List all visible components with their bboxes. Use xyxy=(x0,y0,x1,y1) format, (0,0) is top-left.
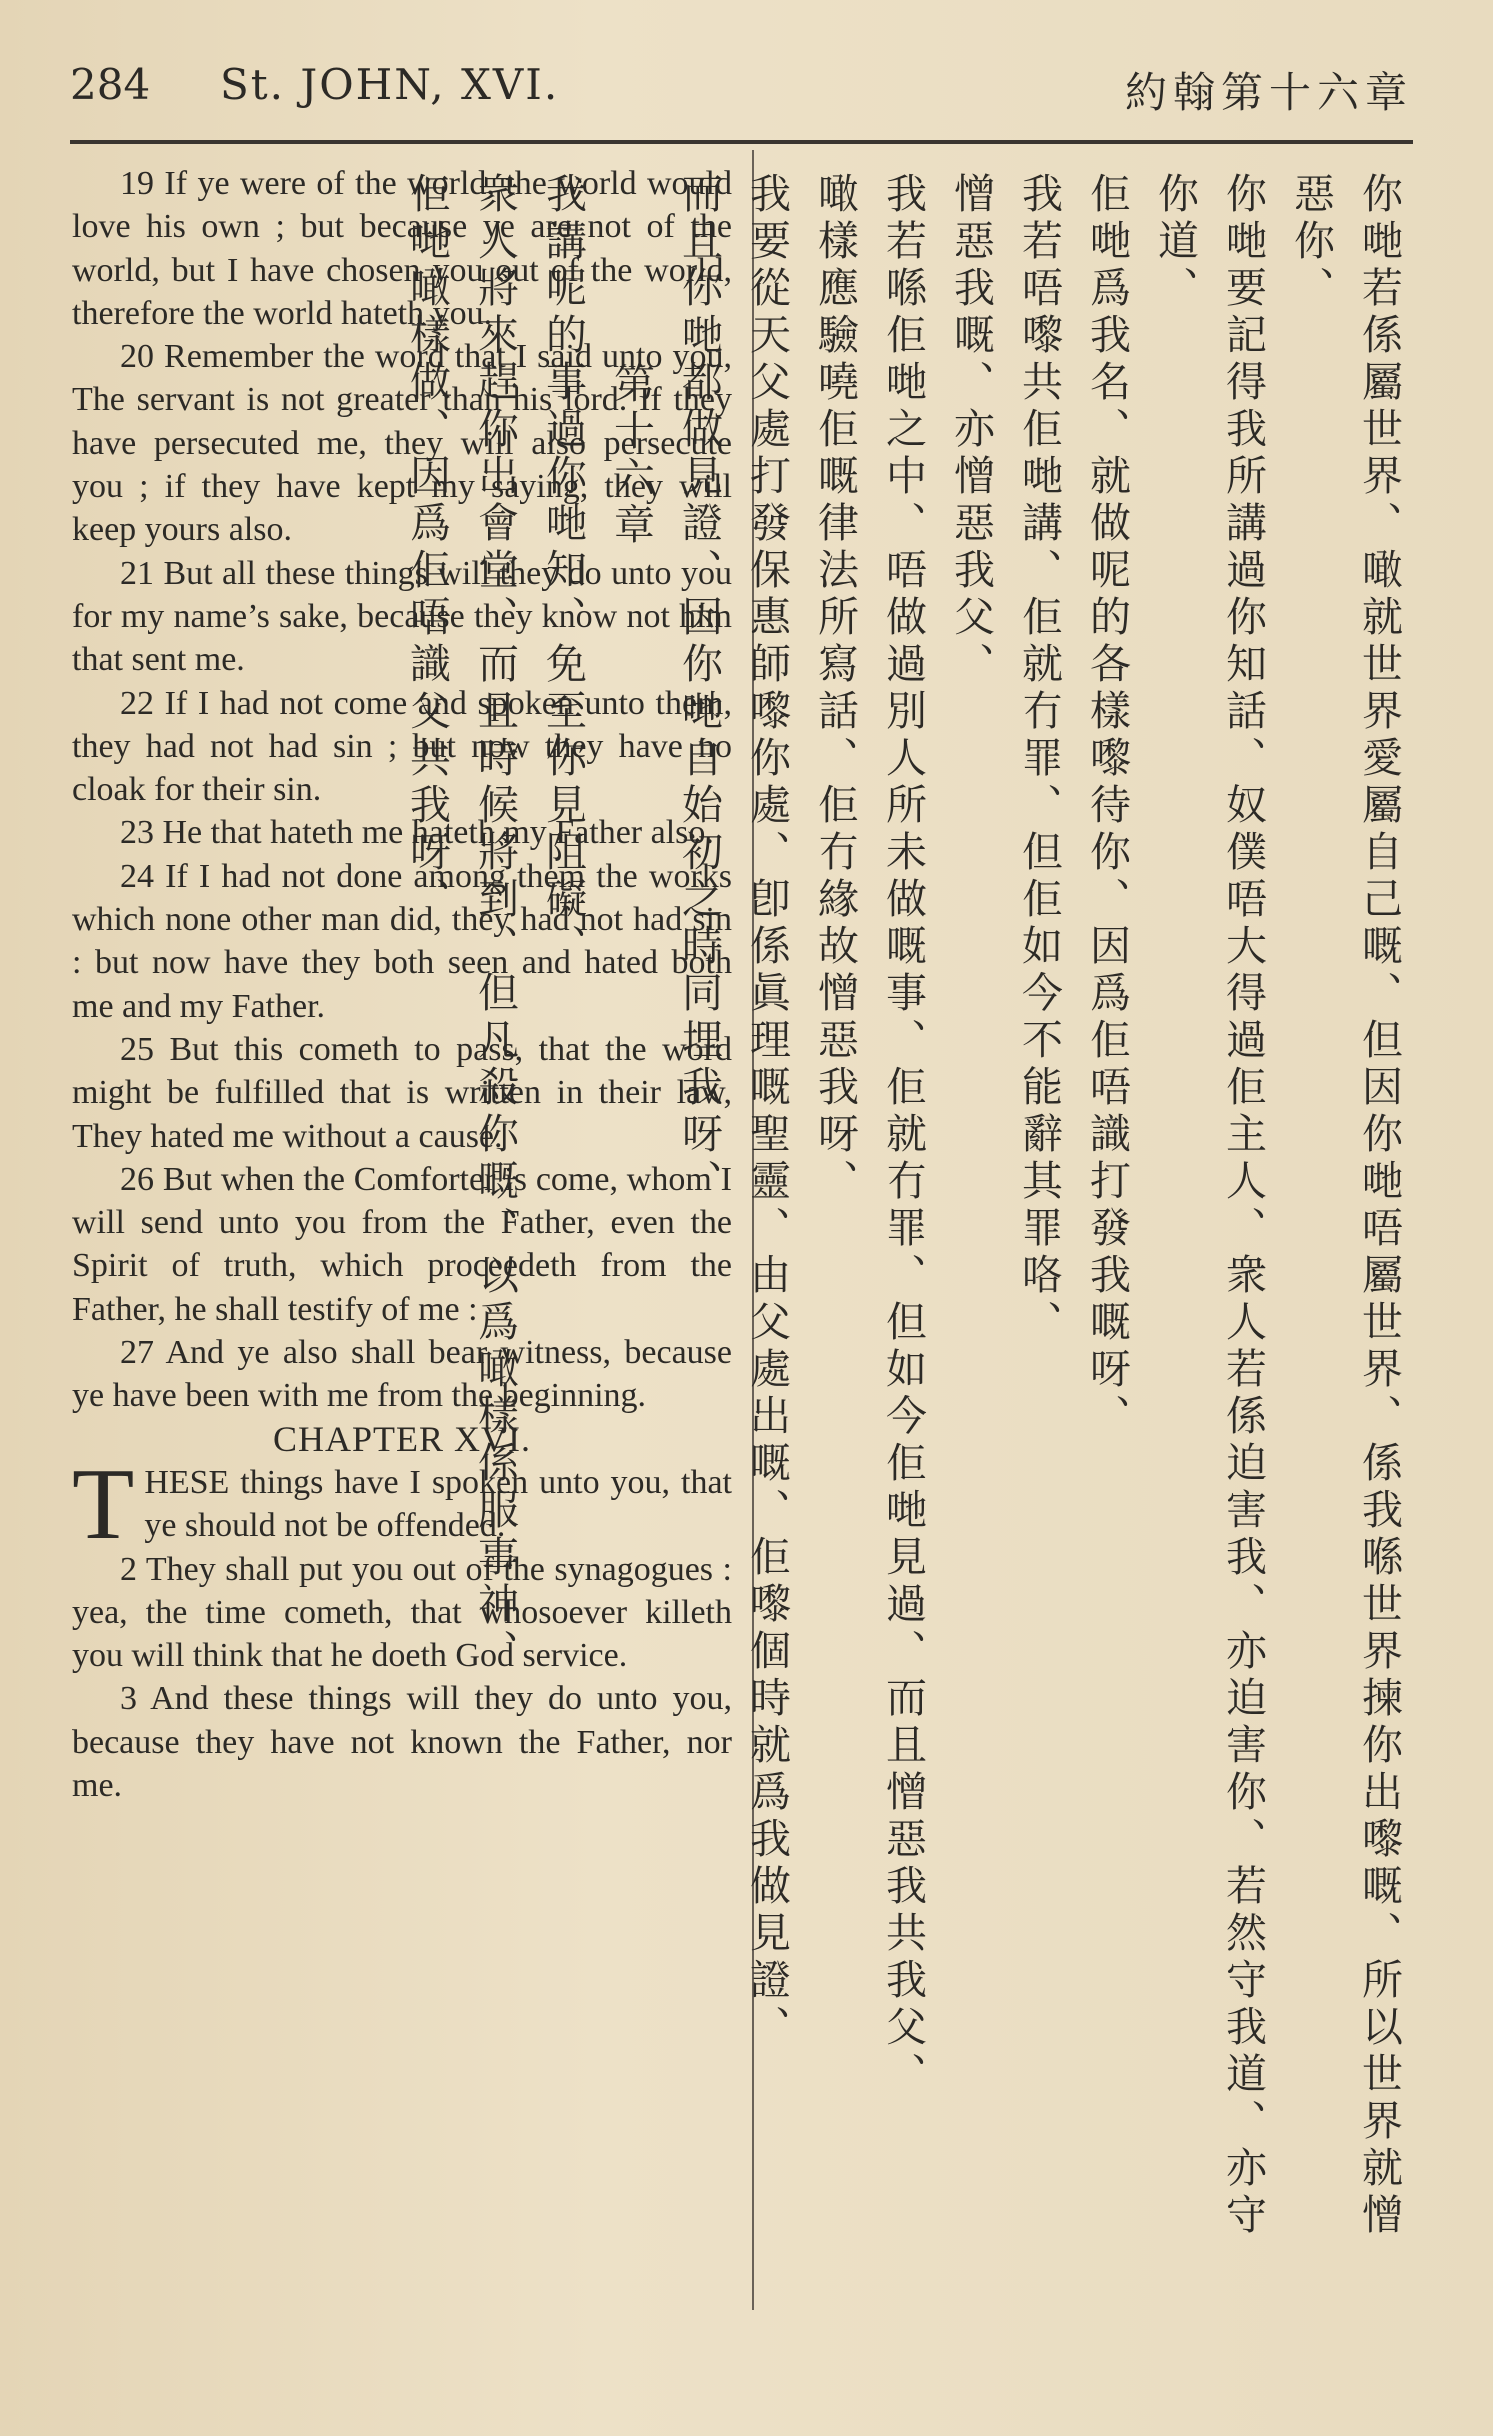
verse-15-19: 19 If ye were of the world, the world would love his own ; but because ye are not of the world, but I have chosen you out of the world, therefore the world hateth you. xyxy=(72,165,732,332)
chinese-running-title: 約翰第十六章 xyxy=(1124,68,1413,117)
cn-verse-15-19: 你哋若係屬世界、噉就世界愛屬自己嘅、但因你哋唔屬世界、係我喺世界揀你出嚟嘅、所以世界就憎惡你、 xyxy=(1287,172,1403,2240)
verse-15-23: 23 He that hateth me hateth my Father also. xyxy=(120,814,714,852)
chapter-heading: CHAPTER XVI. xyxy=(272,1418,531,1459)
page-number: 284 xyxy=(70,60,151,109)
verse-15-27: 27 And ye also shall bear witness, because ye have been with me from the beginning. xyxy=(72,1334,732,1415)
verse-16-2: 2 They shall put you out of the synagogues : yea, the time cometh, that whosoever killeth you will think that he doeth God service. xyxy=(72,1550,732,1675)
verse-15-22: 22 If I had not come and spoken unto them, they had not had sin ; but now they have no cloak for their sin. xyxy=(72,684,732,809)
drop-cap: T xyxy=(72,1447,135,1561)
cn-verse-16-1: 我講呢的事過你哋知、免至你見阻礙、 xyxy=(539,172,587,971)
running-title: St. JOHN, XVI. xyxy=(220,60,560,109)
verse-15-24: 24 If I had not done among them the works which none other man did, they had not had sin : but now have they both seen and hated both me and my Father. xyxy=(72,857,732,1025)
header-rule xyxy=(70,140,1413,144)
verse-15-26: 26 But when the Comforter is come, whom I will send unto you from the Father, even the Spirit of truth, which proceedeth from the Father, he shall testify of me : xyxy=(72,1160,732,1328)
cn-verse-15-26: 我要從天父處打發保惠師嚟你處、卽係眞理嘅聖靈、由父處出嘅、佢嚟個時就爲我做見證、 xyxy=(743,172,791,2052)
verse-15-25: 25 But this cometh to pass, that the word might be fulfilled that is written in their law, They hated me without a cause. xyxy=(72,1030,732,1155)
cn-verse-16-2: 衆人將來趕你出會堂、而且時候將到、但凡殺你嘅、以爲噉樣係服事神、 xyxy=(471,172,519,1676)
cn-verse-16-3: 佢哋噉樣做、因爲佢唔識父共我呀、 xyxy=(403,172,451,924)
cn-verse-15-22: 我若唔嚟共佢哋講、佢就冇罪、但佢如今不能辭其罪咯、 xyxy=(1015,172,1063,1347)
page-header xyxy=(70,60,1413,120)
cn-verse-15-27: 而且你哋都做見證、因你哋自始初之時同埋我呀、 xyxy=(675,172,723,1206)
cn-verse-15-25: 噉樣應驗嘵佢嘅律法所寫話、佢冇緣故憎惡我呀、 xyxy=(811,172,859,1206)
cn-verse-15-24: 我若喺佢哋之中、唔做過別人所未做嘅事、佢就冇罪、但如今佢哋見過、而且憎惡我共我父、 xyxy=(879,172,927,2099)
verse-16-1-text: HESE things have I spoken unto you, that ye should not be offended. xyxy=(144,1463,732,1545)
verse-15-20: 20 Remember the word that I said unto you, The servant is not greater than his lord. If they have persecuted me, they will also persecute you ; if they have kept my saying, they will keep yours also. xyxy=(72,338,732,549)
verse-16-3: 3 And these things will they do unto you, because they have not known the Father, nor me. xyxy=(72,1680,732,1804)
cn-verse-15-20: 你哋要記得我所講過你知話、奴僕唔大得過佢主人、衆人若係迫害我、亦迫害你、若然守我道、亦守你道、 xyxy=(1151,172,1267,2240)
verse-15-21: 21 But all these things will they do unto you for my name’s sake, because they know not him that sent me. xyxy=(72,554,732,679)
cn-verse-15-23: 憎惡我嘅、亦憎惡我父、 xyxy=(947,172,995,689)
cn-verse-15-21: 佢哋爲我名、就做呢的各樣嚟待你、因爲佢唔識打發我嘅呀、 xyxy=(1083,172,1131,1441)
cn-chapter-heading: 第十六章 xyxy=(607,362,655,550)
